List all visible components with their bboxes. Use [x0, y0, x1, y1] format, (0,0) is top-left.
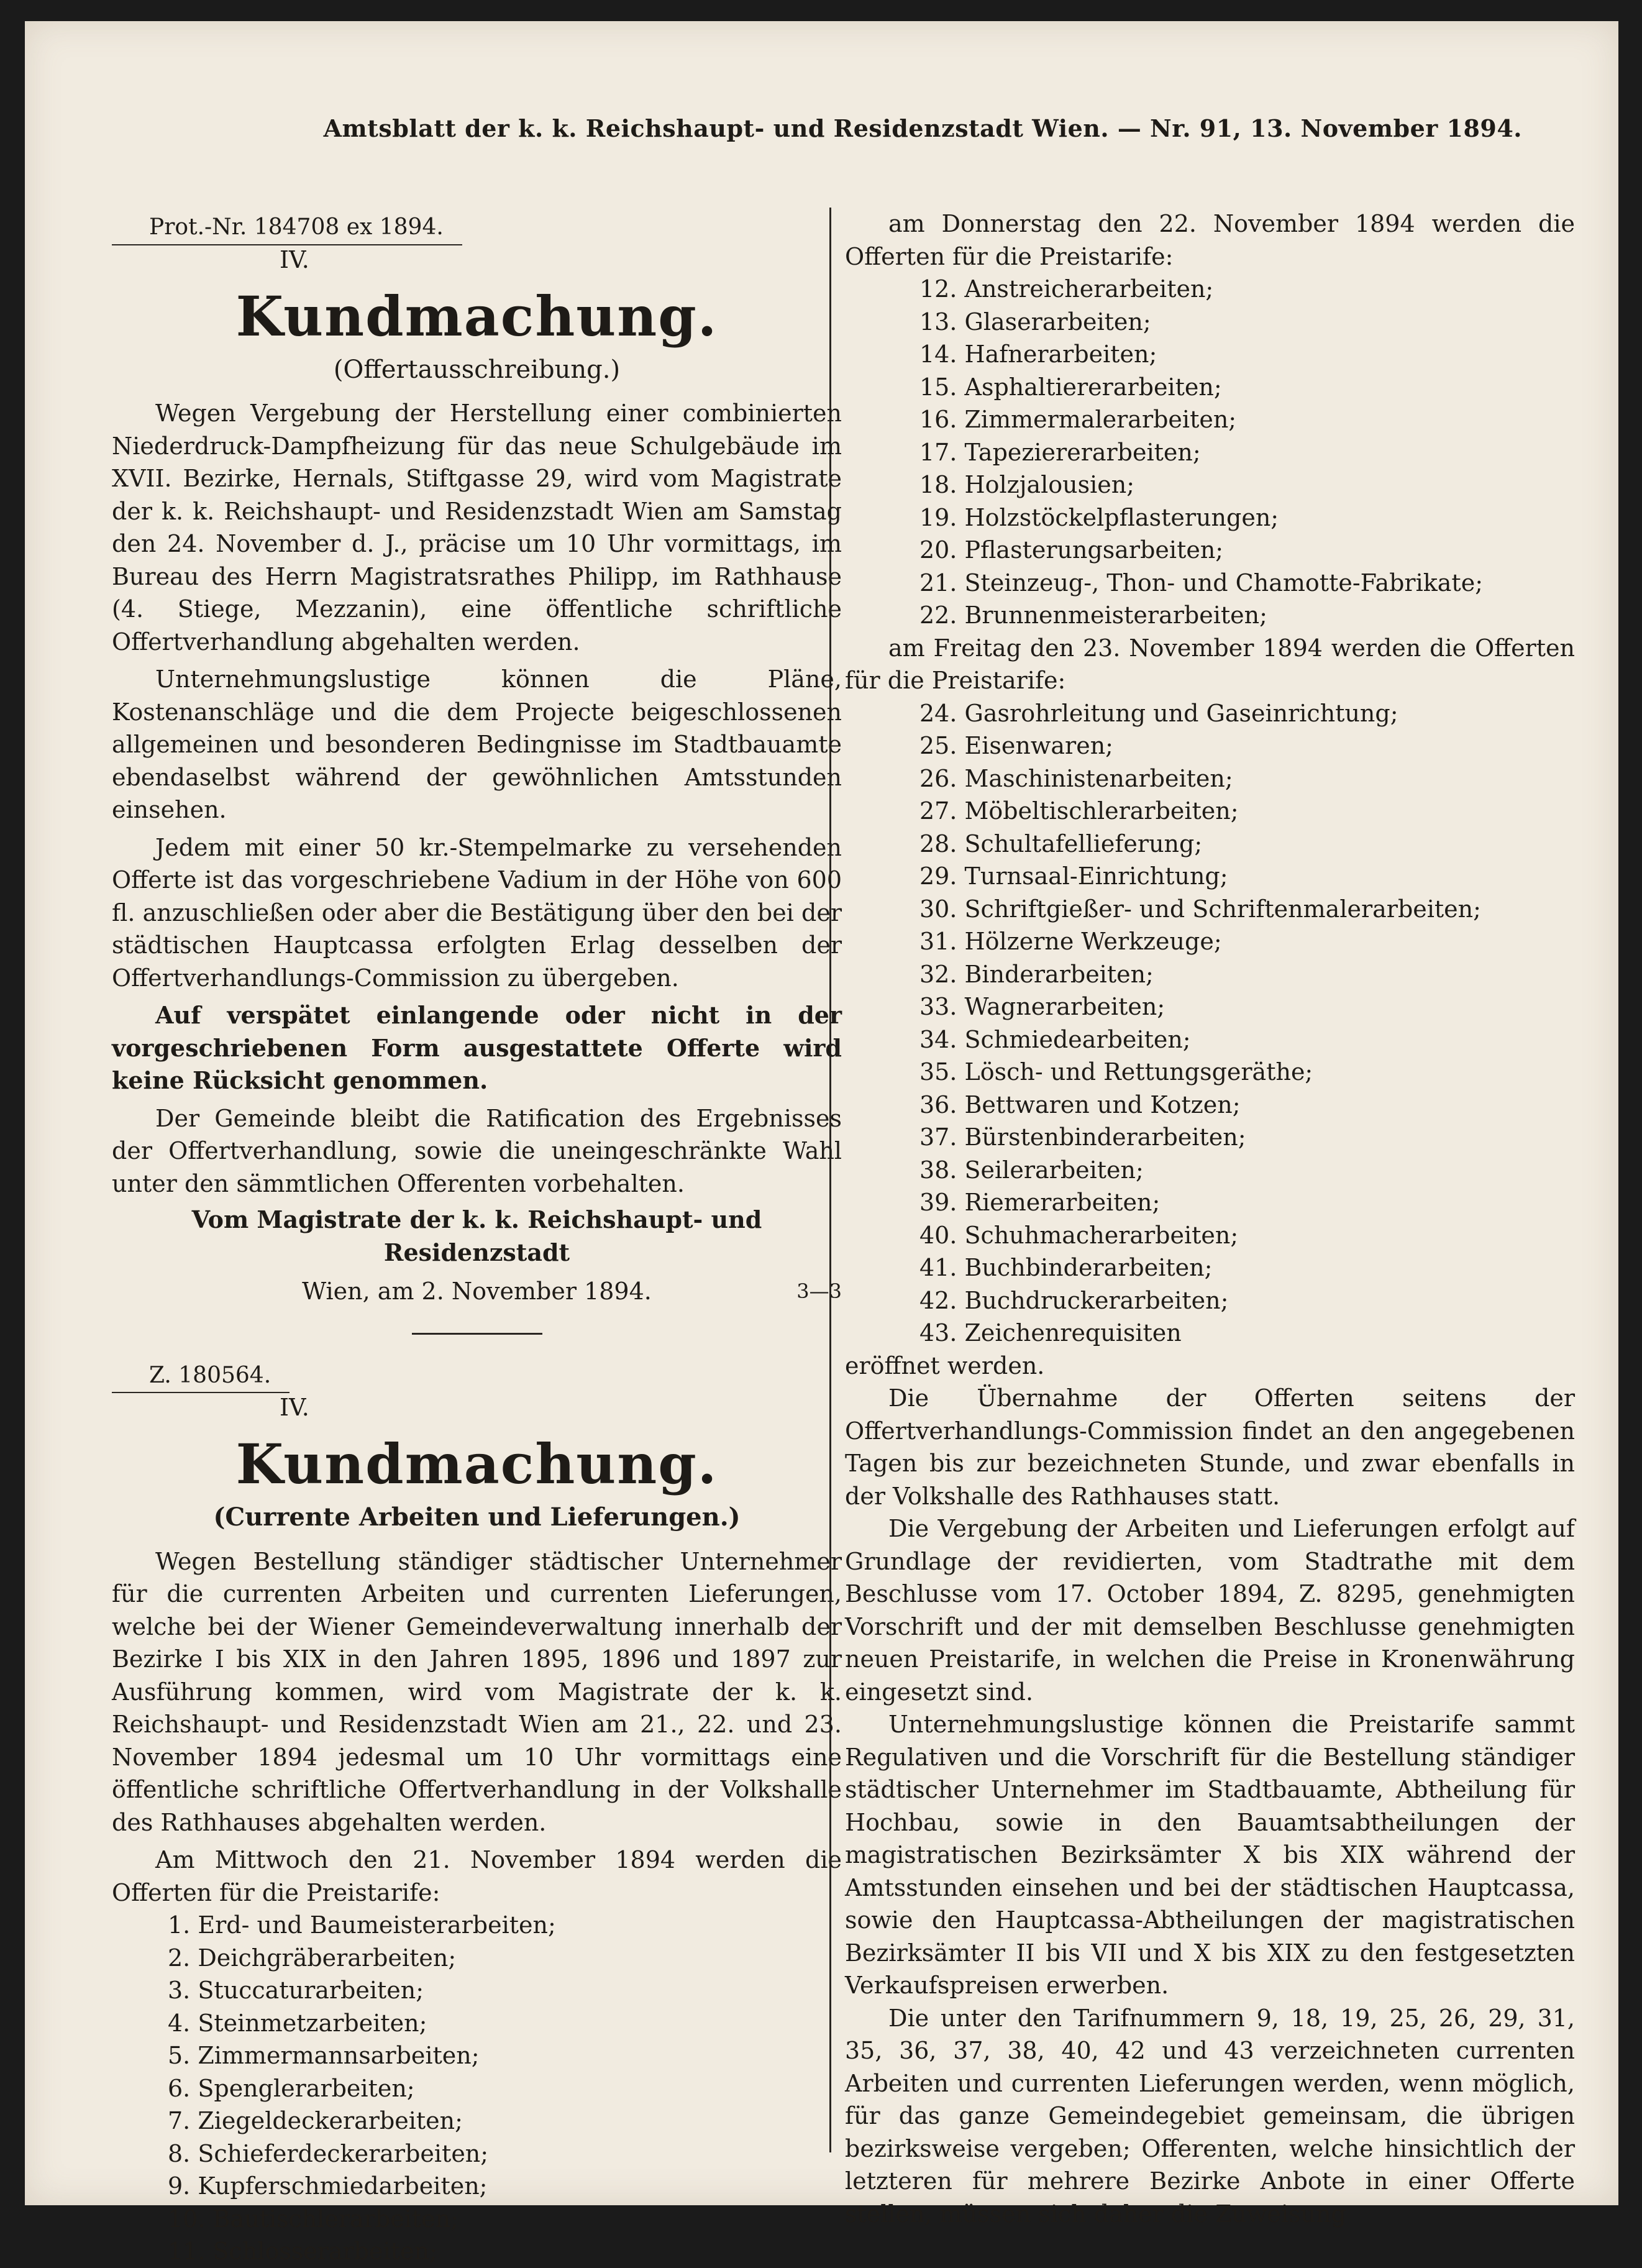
notice-1-subtitle: (Offertausschreibung.): [333, 355, 621, 384]
list-item: 21. Steinzeug-, Thon- und Chamotte-Fabrikate;: [919, 569, 1483, 597]
thursday-paragraph: am Donnerstag den 22. November 1894 werden die Offerten für die Preistarife:: [845, 210, 1575, 270]
notice-1-paragraph-5: Der Gemeinde bleibt die Ratification des Ergebnisses der Offertverhandlung, sowie die uneingeschränkte Wahl unter den sämmtlichen Offerenten vorbehalten.: [112, 1104, 842, 1197]
notice-1-date: Wien, am 2. November 1894.: [302, 1278, 652, 1305]
list-item: 40. Schuhmacherarbeiten;: [919, 1221, 1239, 1249]
list-item: 36. Bettwaren und Kotzen;: [919, 1091, 1241, 1118]
notice-2-title: Kundmachung.: [235, 1432, 718, 1496]
notice-1-roman: IV.: [280, 245, 309, 273]
list-item: 39. Riemerarbeiten;: [919, 1189, 1161, 1216]
right-paragraph-2: Die Vergebung der Arbeiten und Lieferungen erfolgt auf Grundlage der revidierten, vom Stadtrathe mit dem Beschlusse vom 17. October 1894, Z. 8295, genehmigten Vorschrift und der mit demselben Beschlusse genehmigten neuen Preistarife, in welchen die Preise in Kronenwährung eingesetzt sind.: [845, 1515, 1575, 1706]
notice-1-paragraph-1: Wegen Vergebung der Herstellung einer combinierten Niederdruck-Dampfheizung für das neue Schulgebäude im XVII. Bezirke, Hernals, Stiftgasse 29, wird vom Magistrate der k. k. Reichshaupt- und Residenzstadt Wien am Samstag den 24. November d. J., präcise um 10 Uhr vormittags, im Bureau des Herrn Magistratsrathes Philipp, im Rathhause (4. Stiege, Mezzanin), eine öffentliche schriftliche Offertverhandlung abgehalten werden.: [112, 400, 842, 656]
list-item: 6. Spenglerarbeiten;: [168, 2074, 415, 2102]
notice-2-paragraph-1: Wegen Bestellung ständiger städtischer Unternehmer für die currenten Arbeiten und currenten Lieferungen, welche bei der Wiener Gemeindeverwaltung innerhalb der Bezirke I bis XIX in den Jahren 1895, 1896 und 1897 zur Ausführung kommen, wird vom Magistrate der k. k. Reichshaupt- und Residenzstadt Wien am 21., 22. und 23. November 1894 jedesmal um 10 Uhr vormittags eine öffentliche schriftliche Offertverhandlung in der Volkshalle des Rathhauses abgehalten werden.: [112, 1547, 842, 1836]
notice-2: [112, 1356, 842, 2268]
list-item: 8. Schieferdeckerarbeiten;: [168, 2139, 489, 2167]
list-item: 3. Stuccaturarbeiten;: [168, 1977, 424, 2004]
list-item: 5. Zimmermannsarbeiten;: [168, 2042, 480, 2069]
list-item: 11. Schlosserarbeiten;: [168, 2238, 437, 2265]
list-item: 2. Deichgräberarbeiten;: [168, 1944, 457, 1972]
list-item: 17. Tapeziererarbeiten;: [919, 438, 1201, 466]
notice-1-title: Kundmachung.: [235, 283, 718, 349]
list-item: 10. Bautischlerarbeiten;: [168, 2205, 458, 2233]
right-paragraph-3: Unternehmungslustige können die Preistarife sammt Regulativen und die Vorschrift für die Bestellung ständiger städtischer Unternehmer im Stadtbauamte, Abtheilung für Hochbau, sowie in den Bauamtsabtheilungen der magistratischen Bezirksämter X bis XIX während der Amtsstunden einsehen und bei der städtischen Hauptcassa, sowie den Hauptcassa-Abtheilungen der magistratischen Bezirksämter II bis VII und X bis XIX zu den festgesetzten Verkaufspreisen erwerben.: [845, 1711, 1575, 1999]
list-item: 14. Hafnerarbeiten;: [919, 341, 1157, 368]
notice-2-subtitle: (Currente Arbeiten und Lieferungen.): [213, 1502, 741, 1532]
list-item: 13. Glaserarbeiten;: [919, 308, 1151, 336]
newspaper-page: [25, 21, 1618, 2265]
right-paragraph-4: Die unter den Tarifnummern 9, 18, 19, 25, 26, 29, 31, 35, 36, 37, 38, 40, 42 und 43 verzeichneten currenten Arbeiten und currenten Lieferungen werden, wenn möglich, für das ganze Gemeindegebiet gemeinsam, die übrigen bezirksweise vergeben; Offerenten, welche hinsichtlich der letzteren für mehrere Bezirke Anbote in einer Offerte stellen, müssen sich daher die Zuweisung: [845, 2004, 1575, 2228]
notice-1-insertion-mark: 3—3: [796, 1279, 842, 1303]
list-item: 41. Buchbinderarbeiten;: [919, 1254, 1213, 1281]
notice-separator: [412, 1333, 542, 1335]
list-item: 31. Hölzerne Werkzeuge;: [919, 928, 1222, 955]
notice-1-dateline: [112, 1275, 842, 1308]
list-item: 32. Binderarbeiten;: [919, 960, 1154, 988]
list-item: 38. Seilerarbeiten;: [919, 1156, 1144, 1184]
tariff-list-wednesday: [112, 1909, 842, 2268]
list-item: 18. Holzjalousien;: [919, 471, 1135, 498]
page-header: Amtsblatt der k. k. Reichshaupt- und Residenzstadt Wien. — Nr. 91, 13. November 1894.: [323, 114, 1522, 142]
notice-2-paragraph-2: Am Mittwoch den 21. November 1894 werden die Offerten für die Preistarife:: [112, 1846, 842, 1906]
list-item: 27. Möbeltischlerarbeiten;: [919, 797, 1239, 825]
list-item: 34. Schmiedearbeiten;: [919, 1025, 1191, 1053]
notice-2-reference: Z. 180564.: [112, 1360, 290, 1394]
list-item: 29. Turnsaal-Einrichtung;: [919, 862, 1228, 890]
notice-1-paragraph-2: Unternehmungslustige können die Pläne, Kostenanschläge und die dem Projecte beigeschlossenen allgemeinen und besonderen Bedingnisse im Stadtbauamte ebendaselbst während der gewöhnlichen Amtsstunden einsehen.: [112, 665, 842, 823]
list-item: 37. Bürstenbinderarbeiten;: [919, 1123, 1246, 1151]
list-item: 22. Brunnenmeisterarbeiten;: [919, 601, 1267, 629]
notice-1-paragraph-3: Jedem mit einer 50 kr.-Stempelmarke zu versehenden Offerte ist das vorgeschriebene Vadium in der Höhe von 600 fl. anzuschließen oder aber die Bestätigung über den bei der städtischen Hauptcassa erfolgten Erlag desselben der Offertverhandlungs-Commission zu übergeben.: [112, 833, 842, 992]
friday-paragraph: am Freitag den 23. November 1894 werden die Offerten für die Preistarife:: [845, 634, 1575, 694]
list-item: 28. Schultafellieferung;: [919, 830, 1203, 857]
list-item: 15. Asphaltiererarbeiten;: [919, 373, 1222, 401]
opened-line: eröffnet werden.: [845, 1351, 1045, 1379]
notice-1-reference: Prot.-Nr. 184708 ex 1894.: [112, 211, 462, 245]
notice-1-paragraph-4: Auf verspätet einlangende oder nicht in der vorgeschriebenen Form ausgestattete Offerte wird keine Rücksicht genommen.: [112, 1001, 842, 1094]
list-item: 16. Zimmermalerarbeiten;: [919, 406, 1237, 433]
list-item: 43. Zeichenrequisiten: [919, 1319, 1182, 1347]
tariff-list-friday: [845, 697, 1575, 1350]
notice-2-roman: IV.: [280, 1394, 309, 1421]
list-item: 35. Lösch- und Rettungsgeräthe;: [919, 1058, 1313, 1086]
list-item: 1. Erd- und Baumeisterarbeiten;: [168, 1911, 556, 1939]
list-item: 26. Maschinistenarbeiten;: [919, 764, 1233, 792]
list-item: 4. Steinmetzarbeiten;: [168, 2009, 427, 2037]
list-item: 20. Pflasterungsarbeiten;: [919, 536, 1224, 564]
tariff-list-thursday: [845, 273, 1575, 632]
notice-1: [112, 208, 842, 1308]
list-item: 24. Gasrohrleitung und Gaseinrichtung;: [919, 699, 1398, 727]
notice-1-signature: Vom Magistrate der k. k. Reichshaupt- und Residenzstadt: [191, 1205, 762, 1266]
list-item: 25. Eisenwaren;: [919, 732, 1113, 759]
list-item: 7. Ziegeldeckerarbeiten;: [168, 2107, 463, 2134]
list-item: 30. Schriftgießer- und Schriftenmalerarbeiten;: [919, 895, 1481, 923]
list-item: 19. Holzstöckelpflasterungen;: [919, 503, 1279, 531]
right-column: [845, 208, 1575, 2230]
list-item: 9. Kupferschmiedarbeiten;: [168, 2172, 488, 2200]
right-paragraph-1: Die Übernahme der Offerten seitens der Offertverhandlungs-Commission findet an den angegebenen Tagen bis zur bezeichneten Stunde, und zwar ebenfalls in der Volkshalle des Rathhauses statt.: [845, 1384, 1575, 1510]
left-column: [112, 208, 842, 2268]
list-item: 42. Buchdruckerarbeiten;: [919, 1286, 1229, 1314]
list-item: 12. Anstreicherarbeiten;: [919, 275, 1214, 303]
list-item: 33. Wagnerarbeiten;: [919, 993, 1165, 1020]
